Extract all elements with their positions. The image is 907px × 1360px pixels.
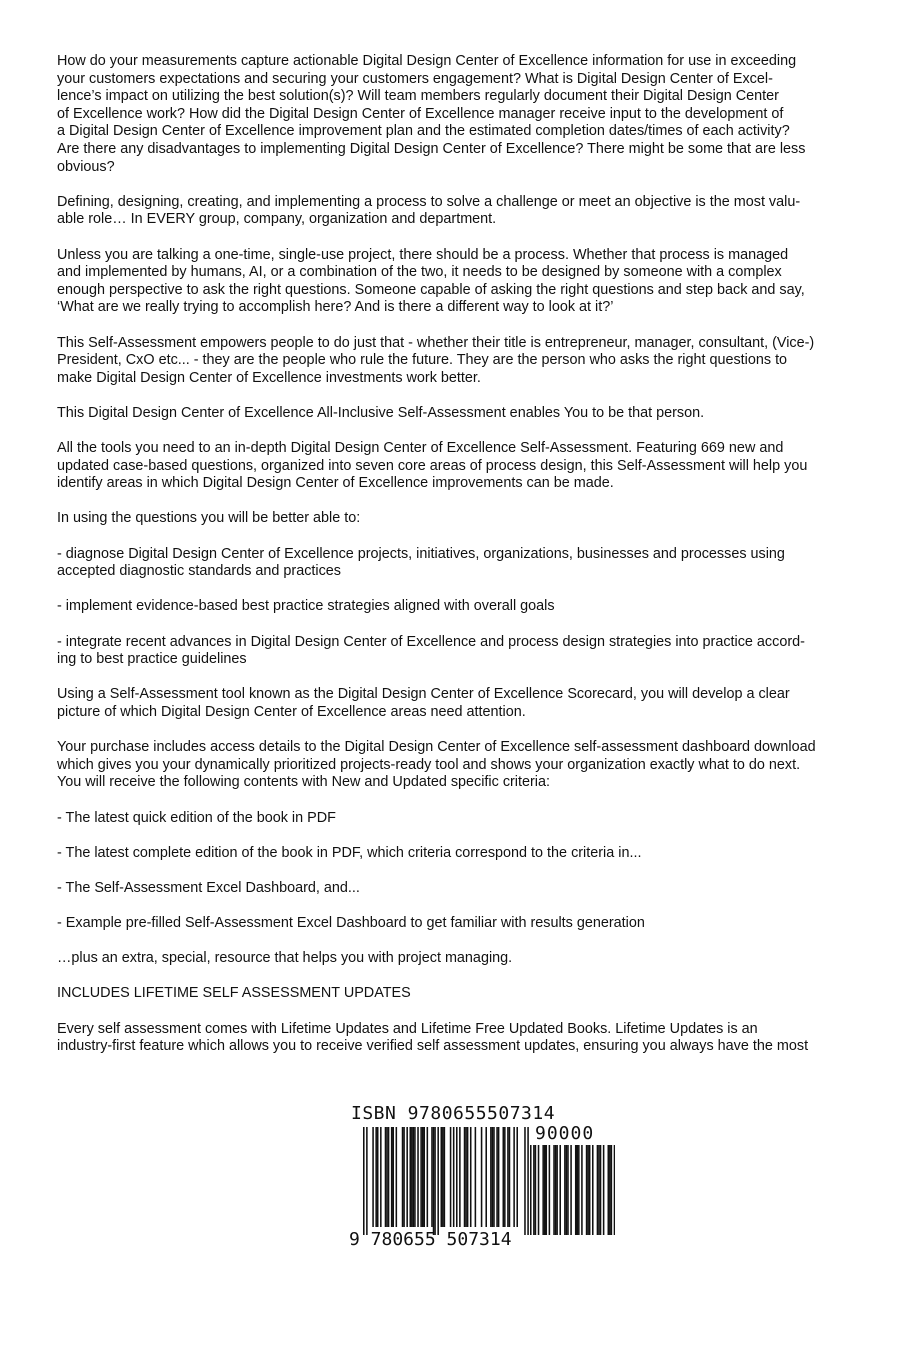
barcode-bar bbox=[423, 1127, 425, 1227]
barcode-bar bbox=[417, 1127, 419, 1227]
text-line: All the tools you need to an in-depth Digital Design Center of Excellence Self-Assessment. Featuring 669 new and bbox=[57, 440, 784, 457]
barcode-bar bbox=[385, 1127, 387, 1227]
isbn-barcode bbox=[345, 1103, 615, 1263]
barcode-bar bbox=[411, 1127, 413, 1227]
barcode-bar bbox=[391, 1127, 393, 1227]
text-line: Every self assessment comes with Lifetime Updates and Lifetime Free Updated Books. Lifetime Updates is an bbox=[57, 1020, 758, 1037]
text-line: accepted diagnostic standards and practices bbox=[57, 563, 341, 580]
barcode-bar bbox=[503, 1127, 505, 1227]
barcode-bar bbox=[403, 1127, 405, 1227]
barcode-bar bbox=[366, 1127, 368, 1235]
paragraph bbox=[57, 845, 847, 863]
barcode-bar bbox=[603, 1145, 605, 1235]
barcode-bar bbox=[434, 1127, 436, 1235]
ean-digits: 9 780655 507314 bbox=[349, 1229, 512, 1250]
paragraph bbox=[57, 510, 847, 528]
text-line: make Digital Design Center of Excellence investments work better. bbox=[57, 369, 481, 386]
text-line: …plus an extra, special, resource that helps you with project managing. bbox=[57, 950, 513, 967]
barcode-bar bbox=[450, 1127, 452, 1227]
barcode-bar bbox=[577, 1145, 579, 1235]
barcode-bar bbox=[504, 1127, 506, 1227]
barcode-bar bbox=[444, 1127, 446, 1227]
barcode-bar bbox=[481, 1127, 483, 1227]
text-line: able role… In EVERY group, company, organization and department. bbox=[57, 211, 497, 228]
barcode-bar bbox=[556, 1145, 558, 1235]
barcode-bar bbox=[597, 1145, 599, 1235]
barcode-bar bbox=[581, 1145, 583, 1235]
barcode-bar bbox=[516, 1127, 518, 1227]
text-line: INCLUDES LIFETIME SELF ASSESSMENT UPDATES bbox=[57, 985, 411, 1002]
text-line: This Digital Design Center of Excellence All-Inclusive Self-Assessment enables You to be that person. bbox=[57, 404, 705, 421]
barcode-bar bbox=[465, 1127, 467, 1227]
barcode-bar bbox=[470, 1127, 472, 1227]
barcode-bar bbox=[437, 1127, 439, 1235]
barcode-bar bbox=[410, 1127, 412, 1227]
text-line: - Example pre-filled Self-Assessment Excel Dashboard to get familiar with results generation bbox=[57, 915, 645, 932]
barcode-bar bbox=[396, 1127, 398, 1227]
paragraph bbox=[57, 915, 847, 933]
price-addon-digits: 90000 bbox=[535, 1123, 595, 1144]
paragraph bbox=[57, 440, 847, 493]
barcode-bar bbox=[490, 1127, 492, 1227]
barcode-bar bbox=[406, 1127, 408, 1227]
barcode-bar bbox=[567, 1145, 569, 1235]
barcode-bar bbox=[413, 1127, 415, 1227]
text-line: which gives you your dynamically prioritized projects-ready tool and shows your organization exactly what to do next. bbox=[57, 756, 801, 773]
barcode-bar bbox=[492, 1127, 494, 1227]
text-line: This Self-Assessment empowers people to do just that - whether their title is entrepreneur, manager, consultant, (Vice-) bbox=[57, 334, 815, 351]
text-line: Are there any disadvantages to implementing Digital Design Center of Excellence? There might be some that are less bbox=[57, 140, 806, 157]
paragraph bbox=[57, 985, 847, 1003]
barcode-bar bbox=[433, 1127, 435, 1235]
barcode-bar bbox=[542, 1145, 544, 1235]
text-line: - implement evidence-based best practice strategies aligned with overall goals bbox=[57, 598, 555, 615]
text-line: updated case-based questions, organized into seven core areas of process design, this Self-Assessment will help you bbox=[57, 457, 808, 474]
text-line: enough perspective to ask the right questions. Someone capable of asking the right questions and step back and say, bbox=[57, 281, 805, 298]
text-line: ‘What are we really trying to accomplish here? And is there a different way to look at it?’ bbox=[57, 299, 614, 316]
barcode-bar bbox=[375, 1127, 377, 1227]
text-line: You will receive the following contents with New and Updated specific criteria: bbox=[57, 774, 550, 791]
barcode-bar bbox=[442, 1127, 444, 1227]
barcode-bar bbox=[598, 1145, 600, 1235]
barcode-bar bbox=[589, 1145, 591, 1235]
barcode-bar bbox=[587, 1145, 589, 1235]
paragraph bbox=[57, 950, 847, 968]
paragraph bbox=[57, 546, 847, 581]
barcode-bar bbox=[524, 1127, 526, 1235]
barcode-bar bbox=[509, 1127, 511, 1227]
paragraph bbox=[57, 634, 847, 669]
barcode-bar bbox=[372, 1127, 374, 1227]
text-line: Your purchase includes access details to the Digital Design Center of Excellence self-assessment dashboard download bbox=[57, 739, 816, 756]
barcode-bar bbox=[533, 1145, 535, 1235]
description-text bbox=[57, 53, 847, 1073]
barcode-bar bbox=[507, 1127, 509, 1227]
barcode-bar bbox=[427, 1127, 429, 1227]
barcode-bar bbox=[493, 1127, 495, 1227]
paragraph bbox=[57, 335, 847, 388]
barcode-bar bbox=[453, 1127, 455, 1227]
barcode-bar bbox=[467, 1127, 469, 1227]
barcode-bar bbox=[464, 1127, 466, 1227]
barcode-bar bbox=[578, 1145, 580, 1235]
barcode-bar bbox=[527, 1127, 529, 1235]
barcode-bar bbox=[388, 1127, 390, 1227]
barcode-bar bbox=[608, 1145, 610, 1235]
text-line: industry-first feature which allows you to receive verified self assessment updates, ensuring you always have the most bbox=[57, 1038, 809, 1055]
text-line: picture of which Digital Design Center of Excellence areas need attention. bbox=[57, 703, 526, 720]
barcode-bar bbox=[559, 1145, 561, 1235]
barcode-bar bbox=[485, 1127, 487, 1227]
barcode-bar bbox=[553, 1145, 555, 1235]
text-line: ing to best practice guidelines bbox=[57, 651, 247, 668]
barcode-bar bbox=[546, 1145, 548, 1235]
text-line: President, CxO etc... - they are the people who rule the future. They are the person who asks the right questions to bbox=[57, 352, 788, 369]
text-line: and implemented by humans, AI, or a combination of the two, it needs to be designed by someone with a complex bbox=[57, 264, 782, 281]
text-line: - The latest quick edition of the book in PDF bbox=[57, 809, 336, 826]
text-line: In using the questions you will be better able to: bbox=[57, 510, 361, 527]
barcode-bar bbox=[456, 1127, 458, 1227]
barcode-bar bbox=[422, 1127, 424, 1227]
text-line: Using a Self-Assessment tool known as the Digital Design Center of Excellence Scorecard, you will develop a clear bbox=[57, 686, 790, 703]
barcode-bar bbox=[431, 1127, 433, 1227]
text-line: - integrate recent advances in Digital Design Center of Excellence and process design strategies into practice accord- bbox=[57, 633, 805, 650]
paragraph bbox=[57, 598, 847, 616]
barcode-bar bbox=[530, 1145, 532, 1235]
barcode-bar bbox=[386, 1127, 388, 1227]
barcode-bar bbox=[592, 1145, 594, 1235]
text-line: a Digital Design Center of Excellence improvement plan and the estimated completion dates/times of each activity? bbox=[57, 123, 790, 140]
barcode-bar bbox=[498, 1127, 500, 1227]
paragraph bbox=[57, 880, 847, 898]
isbn-label: ISBN 9780655507314 bbox=[351, 1103, 556, 1124]
text-line: lence’s impact on utilizing the best solution(s)? Will team members regularly document their Digital Design Center bbox=[57, 88, 779, 105]
barcode-bar bbox=[392, 1127, 394, 1227]
barcode-bar bbox=[402, 1127, 404, 1227]
barcode-bar bbox=[549, 1145, 551, 1235]
barcode-bar bbox=[513, 1127, 515, 1227]
barcode-bar bbox=[611, 1145, 613, 1235]
barcode-bar bbox=[496, 1127, 498, 1227]
barcode-bar bbox=[575, 1145, 577, 1235]
barcode-bar bbox=[459, 1127, 461, 1227]
paragraph bbox=[57, 247, 847, 317]
barcode-bar bbox=[586, 1145, 588, 1235]
barcode-bar bbox=[441, 1127, 443, 1227]
barcode-bar bbox=[566, 1145, 568, 1235]
barcode-bar bbox=[380, 1127, 382, 1227]
text-line: - diagnose Digital Design Center of Excellence projects, initiatives, organizations, businesses and processes using bbox=[57, 545, 785, 562]
barcode-bar bbox=[363, 1127, 365, 1235]
barcode-bar bbox=[564, 1145, 566, 1235]
paragraph bbox=[57, 405, 847, 423]
text-line: Defining, designing, creating, and implementing a process to solve a challenge or meet an objective is the most valu- bbox=[57, 193, 801, 210]
paragraph bbox=[57, 53, 847, 176]
text-line: Unless you are talking a one-time, single-use project, there should be a process. Whether that process is managed bbox=[57, 246, 789, 263]
paragraph bbox=[57, 194, 847, 229]
text-line: identify areas in which Digital Design Center of Excellence improvements can be made. bbox=[57, 475, 614, 492]
barcode-bar bbox=[609, 1145, 611, 1235]
barcode-bar bbox=[475, 1127, 477, 1227]
paragraph bbox=[57, 1021, 847, 1056]
barcode-bar bbox=[535, 1145, 537, 1235]
paragraph bbox=[57, 810, 847, 828]
text-line: - The latest complete edition of the book in PDF, which criteria correspond to the criteria in... bbox=[57, 844, 642, 861]
text-line: of Excellence work? How did the Digital Design Center of Excellence manager receive input to the development of bbox=[57, 105, 784, 122]
paragraph bbox=[57, 686, 847, 721]
barcode-bar bbox=[377, 1127, 379, 1227]
barcode-bar bbox=[570, 1145, 572, 1235]
barcode-bar bbox=[555, 1145, 557, 1235]
barcode-bar bbox=[414, 1127, 416, 1227]
barcode-bar bbox=[538, 1145, 540, 1235]
barcode-bar bbox=[544, 1145, 546, 1235]
text-line: obvious? bbox=[57, 158, 115, 175]
text-line: - The Self-Assessment Excel Dashboard, and... bbox=[57, 879, 360, 896]
paragraph bbox=[57, 739, 847, 792]
text-line: your customers expectations and securing your customers engagement? What is Digital Design Center of Excel- bbox=[57, 70, 773, 87]
barcode-bar bbox=[600, 1145, 602, 1235]
barcode-bar bbox=[614, 1145, 615, 1235]
barcode-bar bbox=[420, 1127, 422, 1227]
text-line: How do your measurements capture actionable Digital Design Center of Excellence information for use in exceeding bbox=[57, 53, 797, 69]
